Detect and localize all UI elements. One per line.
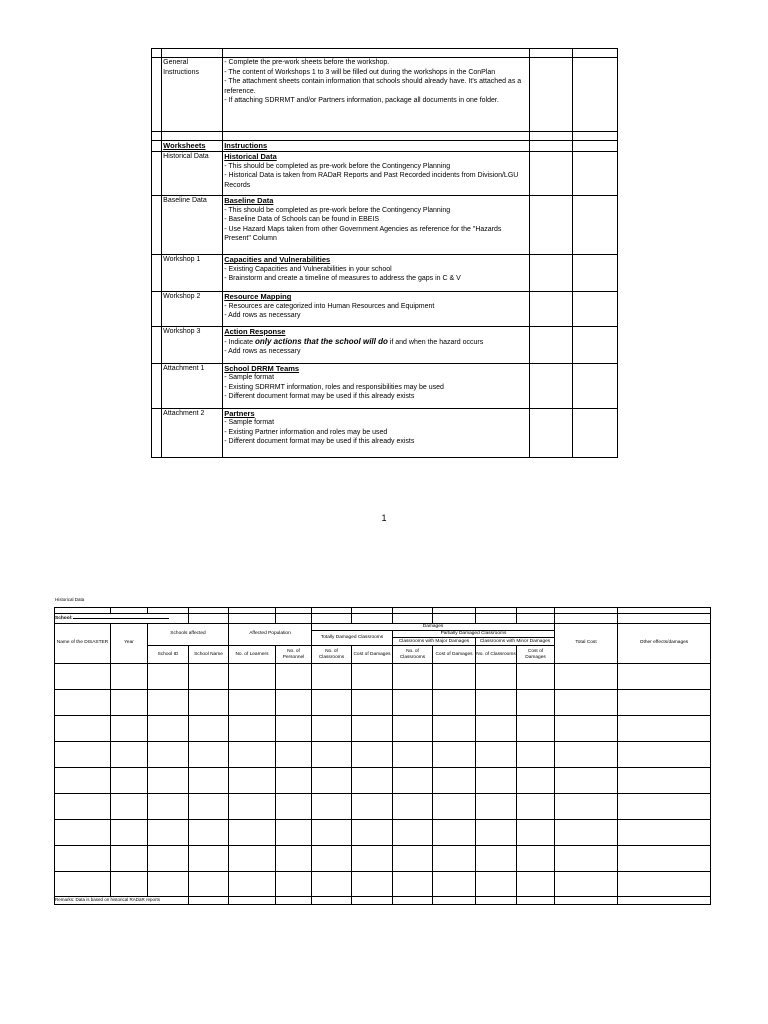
table-row: [55, 819, 711, 845]
table-row: [55, 767, 711, 793]
worksheet-row: [152, 408, 618, 457]
school-blank-line: [73, 614, 169, 619]
remarks-row: [55, 896, 711, 904]
table-row: [55, 793, 711, 819]
general-instructions-text: - Complete the pre-work sheets before the workshop. - The content of Workshops 1 to 3 will be filled out during the workshops in the ConPlan - The attachment sheets contain information that schools should already have. It's attached as a reference. - If attaching SDRRMT and/or Partners information, package all documents in one folder.: [223, 58, 530, 132]
worksheet-row: [152, 255, 618, 292]
worksheet-instructions: Baseline Data - This should be completed as pre-work before the Contingency Planning - Baseline Data of Schools can be found in EBEIS - Use Hazard Maps taken from other Government Agencies as reference for the "Hazards Present" Column: [223, 196, 530, 255]
worksheet-name: Workshop 3: [162, 327, 223, 364]
worksheet-name: Historical Data: [162, 152, 223, 196]
header-major-damages: Classrooms with Major Damages: [393, 638, 476, 646]
blank-row: [152, 131, 618, 140]
header-totally-damaged: Totally Damaged Classrooms: [312, 630, 393, 646]
worksheet-instructions: Historical Data - This should be completed as pre-work before the Contingency Planning - Historical Data is taken from RADaR Reports and Past Recorded incidents from Division/LGU Records: [223, 152, 530, 196]
instructions-table: [151, 48, 618, 458]
header-year: Year: [111, 623, 148, 663]
table-row: [55, 689, 711, 715]
historical-data-table: [54, 607, 711, 905]
header-partially-damaged: Partially Damaged Classrooms: [393, 630, 555, 637]
header-affected-population: Affected Population: [229, 623, 312, 646]
general-instructions-label: General Instructions: [162, 58, 223, 132]
school-row: [55, 614, 711, 623]
header-school-name: School Name: [189, 646, 229, 664]
worksheets-header-row: [152, 140, 618, 151]
worksheet-row: [152, 152, 618, 196]
header-no-classrooms: No. of Classrooms: [393, 646, 433, 664]
worksheet-instructions: School DRRM Teams - Sample format - Existing SDRRMT information, roles and responsibilities may be used - Different document format may be used if this already exists: [223, 363, 530, 408]
header-disaster-name: Name of the DISASTER: [55, 623, 111, 663]
table-row: [55, 664, 711, 690]
page-number: 1: [381, 513, 387, 523]
table-row: [55, 871, 711, 896]
header-damages: Damages: [312, 623, 555, 630]
header-cost-damages: Cost of Damages: [517, 646, 555, 664]
worksheets-header: Worksheets: [162, 140, 223, 151]
blank-row: [152, 49, 618, 58]
table-row: [55, 741, 711, 767]
worksheet-row: [152, 196, 618, 255]
header-minor-damages: Classrooms with Minor Damages: [476, 638, 555, 646]
table-row: [55, 845, 711, 871]
worksheet-instructions: Action Response - Indicate only actions that the school will do if and when the hazard occurs - Add rows as necessary: [223, 327, 530, 364]
worksheet-name: Workshop 2: [162, 292, 223, 327]
header-no-classrooms: No. of Classrooms: [476, 646, 517, 664]
remarks-text: Remarks: Data is based on historical RADaR reports: [55, 896, 189, 904]
worksheet-instructions: Capacities and Vulnerabilities - Existing Capacities and Vulnerabilities in your school - Brainstorm and create a timeline of measures to address the gaps in C & V: [223, 255, 530, 292]
header-cost-damages: Cost of Damages: [352, 646, 393, 664]
header-no-classrooms: No. of Classrooms: [312, 646, 352, 664]
header-row: [55, 623, 711, 630]
school-field: School:: [55, 614, 189, 623]
worksheet-name: Workshop 1: [162, 255, 223, 292]
worksheet-row: [152, 363, 618, 408]
header-cost-damages: Cost of Damages: [433, 646, 476, 664]
worksheet-row: [152, 327, 618, 364]
worksheet-name: Baseline Data: [162, 196, 223, 255]
worksheet-name: Attachment 1: [162, 363, 223, 408]
worksheet-row: [152, 292, 618, 327]
header-other-effects: Other effects/damages: [618, 623, 711, 663]
header-no-personnel: No. of Personnel: [276, 646, 312, 664]
header-total-cost: Total Cost: [555, 623, 618, 663]
general-instructions-row: [152, 58, 618, 132]
instructions-header: Instructions: [223, 140, 530, 151]
header-schools-affected: Schools affected: [148, 623, 229, 646]
sheet-caption: Historical Data: [55, 597, 85, 602]
worksheet-instructions: Resource Mapping - Resources are categorized into Human Resources and Equipment - Add rows as necessary: [223, 292, 530, 327]
table-row: [55, 715, 711, 741]
worksheet-name: Attachment 2: [162, 408, 223, 457]
worksheet-instructions: Partners - Sample format - Existing Partner information and roles may be used - Different document format may be used if this already exists: [223, 408, 530, 457]
header-school-id: School ID: [148, 646, 189, 664]
header-no-learners: No. of Learners: [229, 646, 276, 664]
